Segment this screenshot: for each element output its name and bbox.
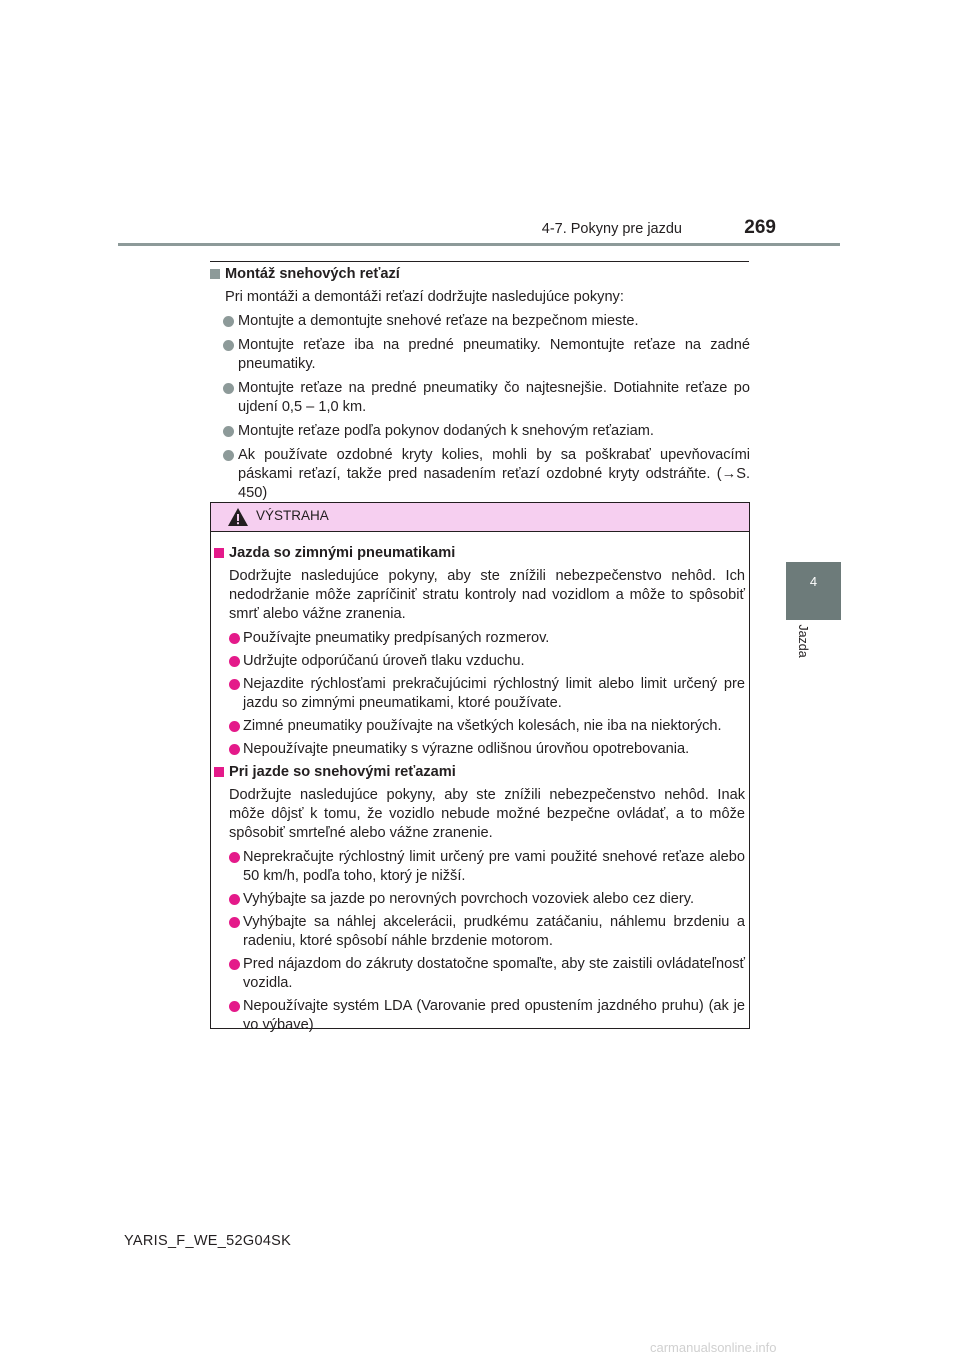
list-item: Montujte a demontujte snehové reťaze na bezpečnom mieste.: [210, 312, 750, 331]
list-item: Nepoužívajte systém LDA (Varovanie pred opustením jazdného pruhu) (ak je vo výbave): [214, 997, 745, 1035]
round-bullet-icon: [229, 1001, 240, 1012]
mounting-intro: Pri montáži a demontáži reťazí dodržujte nasledujúce pokyny:: [225, 289, 624, 305]
list-item: Zimné pneumatiky používajte na všetkých kolesách, nie iba na niektorých.: [214, 717, 745, 736]
warning-section-snow-chains: [214, 763, 745, 1035]
list-item: Vyhýbajte sa náhlej akcelerácii, prudkému zatáčaniu, náhlemu brzdeniu a radeniu, ktoré spôsobí náhle brzdenie motorom.: [214, 913, 745, 951]
list-item: Pred nájazdom do zákruty dostatočne spomaľte, aby ste zaistili ovládateľnosť vozidla.: [214, 955, 745, 993]
list-item: Vyhýbajte sa jazde po nerovných povrchoch vozoviek alebo cez diery.: [214, 890, 745, 909]
header-rule: [118, 243, 840, 246]
round-bullet-icon: [223, 383, 234, 394]
square-bullet-icon: [214, 548, 224, 558]
list-item: Nepoužívajte pneumatiky s výrazne odlišnou úrovňou opotrebovania.: [214, 740, 745, 759]
list-item: Montujte reťaze iba na predné pneumatiky. Nemontujte reťaze na zadné pneumatiky.: [210, 336, 750, 374]
round-bullet-icon: [229, 633, 240, 644]
warning-list: [214, 629, 745, 759]
round-bullet-icon: [229, 959, 240, 970]
document-code: YARIS_F_WE_52G04SK: [124, 1233, 292, 1249]
list-item: Montujte reťaze podľa pokynov dodaných k snehovým reťaziam.: [210, 422, 750, 441]
page-number: 269: [744, 217, 776, 238]
warning-section-winter-tires: [214, 544, 745, 759]
list-item: Neprekračujte rýchlostný limit určený pre vami použité snehové reťaze alebo 50 km/h, podľa toho, ktorý je nižší.: [214, 848, 745, 886]
round-bullet-icon: [229, 894, 240, 905]
round-bullet-icon: [229, 744, 240, 755]
warning-header: [211, 503, 749, 532]
content-top-rule: [210, 261, 749, 262]
round-bullet-icon: [229, 679, 240, 690]
round-bullet-icon: [223, 316, 234, 327]
chapter-tab: 4: [786, 562, 841, 620]
list-item: Montujte reťaze na predné pneumatiky čo najtesnejšie. Dotiahnite reťaze po ujdení 0,5 – 1,0 km.: [210, 379, 750, 417]
warning-heading: Jazda so zimnými pneumatikami: [214, 544, 745, 563]
round-bullet-icon: [229, 852, 240, 863]
round-bullet-icon: [229, 917, 240, 928]
round-bullet-icon: [229, 721, 240, 732]
list-item: Udržujte odporúčanú úroveň tlaku vzduchu.: [214, 652, 745, 671]
square-bullet-icon: [210, 269, 220, 279]
warning-box: [210, 502, 750, 1033]
list-item: Používajte pneumatiky predpísaných rozmerov.: [214, 629, 745, 648]
round-bullet-icon: [229, 656, 240, 667]
warning-list: [214, 848, 745, 1035]
warning-triangle-icon: [227, 507, 249, 527]
mounting-heading: Montáž snehových reťazí: [210, 265, 750, 284]
section-title: 4-7. Pokyny pre jazdu: [541, 221, 682, 237]
warning-title: VÝSTRAHA: [256, 508, 329, 523]
square-bullet-icon: [214, 767, 224, 777]
round-bullet-icon: [223, 426, 234, 437]
round-bullet-icon: [223, 450, 234, 461]
list-item: Nejazdite rýchlosťami prekračujúcimi rýchlostný limit alebo limit určený pre jazdu so zimnými pneumatikami, ktoré používate.: [214, 675, 745, 713]
warning-heading: Pri jazde so snehovými reťazami: [214, 763, 745, 782]
watermark: carmanualsonline.info: [650, 1340, 777, 1355]
warning-intro: Dodržujte nasledujúce pokyny, aby ste znížili nebezpečenstvo nehôd. Inak môže dôjsť k tomu, že vozidlo nebude možné bezpečne ovládať, a to môže spôsobiť smrteľné alebo vážne zranenie.: [229, 787, 745, 841]
mounting-section: [210, 265, 750, 508]
list-item: Ak používate ozdobné kryty kolies, mohli by sa poškrabať upevňovacími páskami reťazí, takže pred nasadením reťazí ozdobné kryty odstráňte. (→S. 450): [210, 446, 750, 503]
mounting-list: [210, 312, 750, 503]
round-bullet-icon: [223, 340, 234, 351]
warning-intro: Dodržujte nasledujúce pokyny, aby ste znížili nebezpečenstvo nehôd. Ich nedodržanie môže zapríčiniť stratu kontroly nad vozidlom a môže to spôsobiť smrť alebo vážne zranenia.: [229, 568, 745, 622]
warning-body: [211, 532, 749, 1035]
chapter-label: Jazda: [796, 624, 810, 658]
